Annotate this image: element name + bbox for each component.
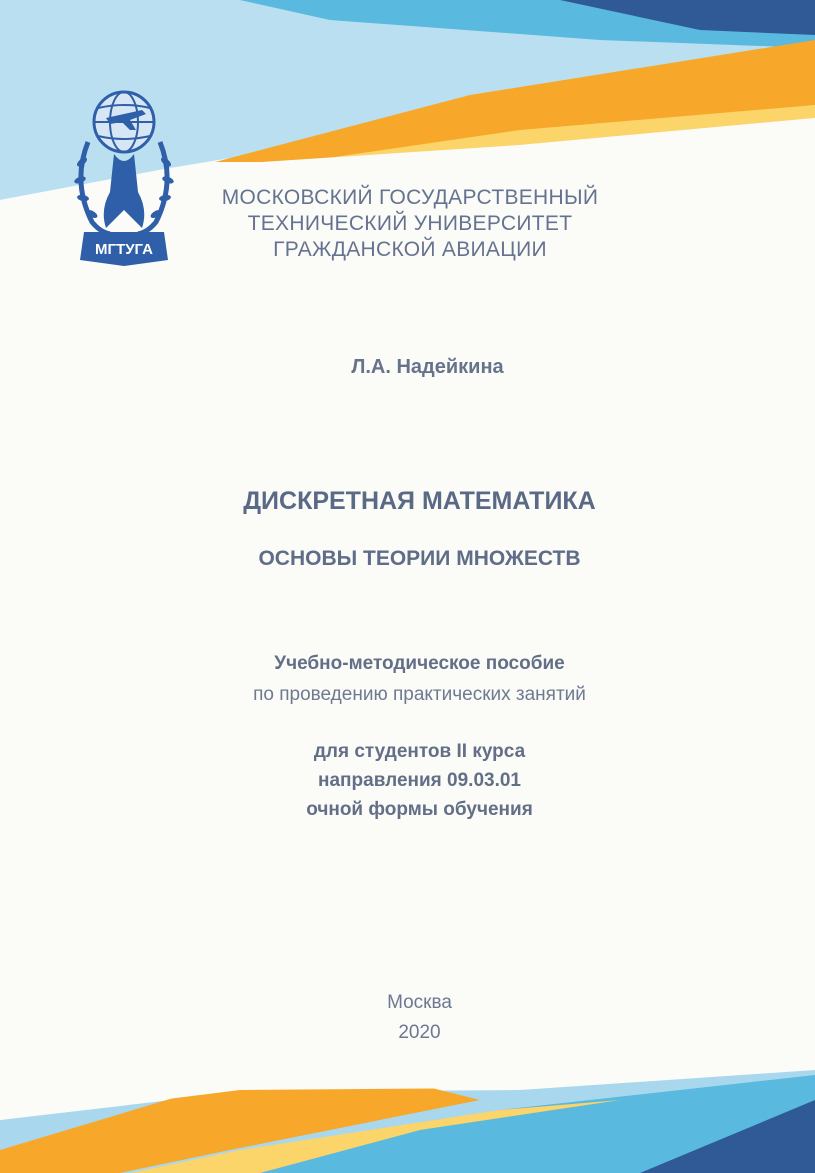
book-title: ДИСКРЕТНАЯ МАТЕМАТИКА (243, 487, 596, 515)
publication-city: Москва (387, 992, 452, 1013)
university-name (60, 185, 760, 263)
publication-purpose: по проведению практических занятий (253, 684, 586, 705)
author-name: Л.А. Надейкина (351, 356, 504, 378)
publication-year: 2020 (398, 1022, 441, 1043)
publication-type: Учебно-методическое пособие (274, 653, 565, 674)
university-line: ГРАЖДАНСКОЙ АВИАЦИИ (273, 238, 547, 261)
audience-line: направления 09.03.01 (318, 770, 521, 791)
book-subtitle: ОСНОВЫ ТЕОРИИ МНОЖЕСТВ (258, 547, 581, 570)
university-line: ТЕХНИЧЕСКИЙ УНИВЕРСИТЕТ (247, 212, 573, 235)
logo-label: МГТУГА (95, 241, 153, 258)
audience-line: для студентов II курса (313, 741, 526, 762)
audience-line: очной формы обучения (306, 799, 533, 820)
university-line: МОСКОВСКИЙ ГОСУДАРСТВЕННЫЙ (221, 186, 599, 209)
audience (12, 737, 815, 824)
